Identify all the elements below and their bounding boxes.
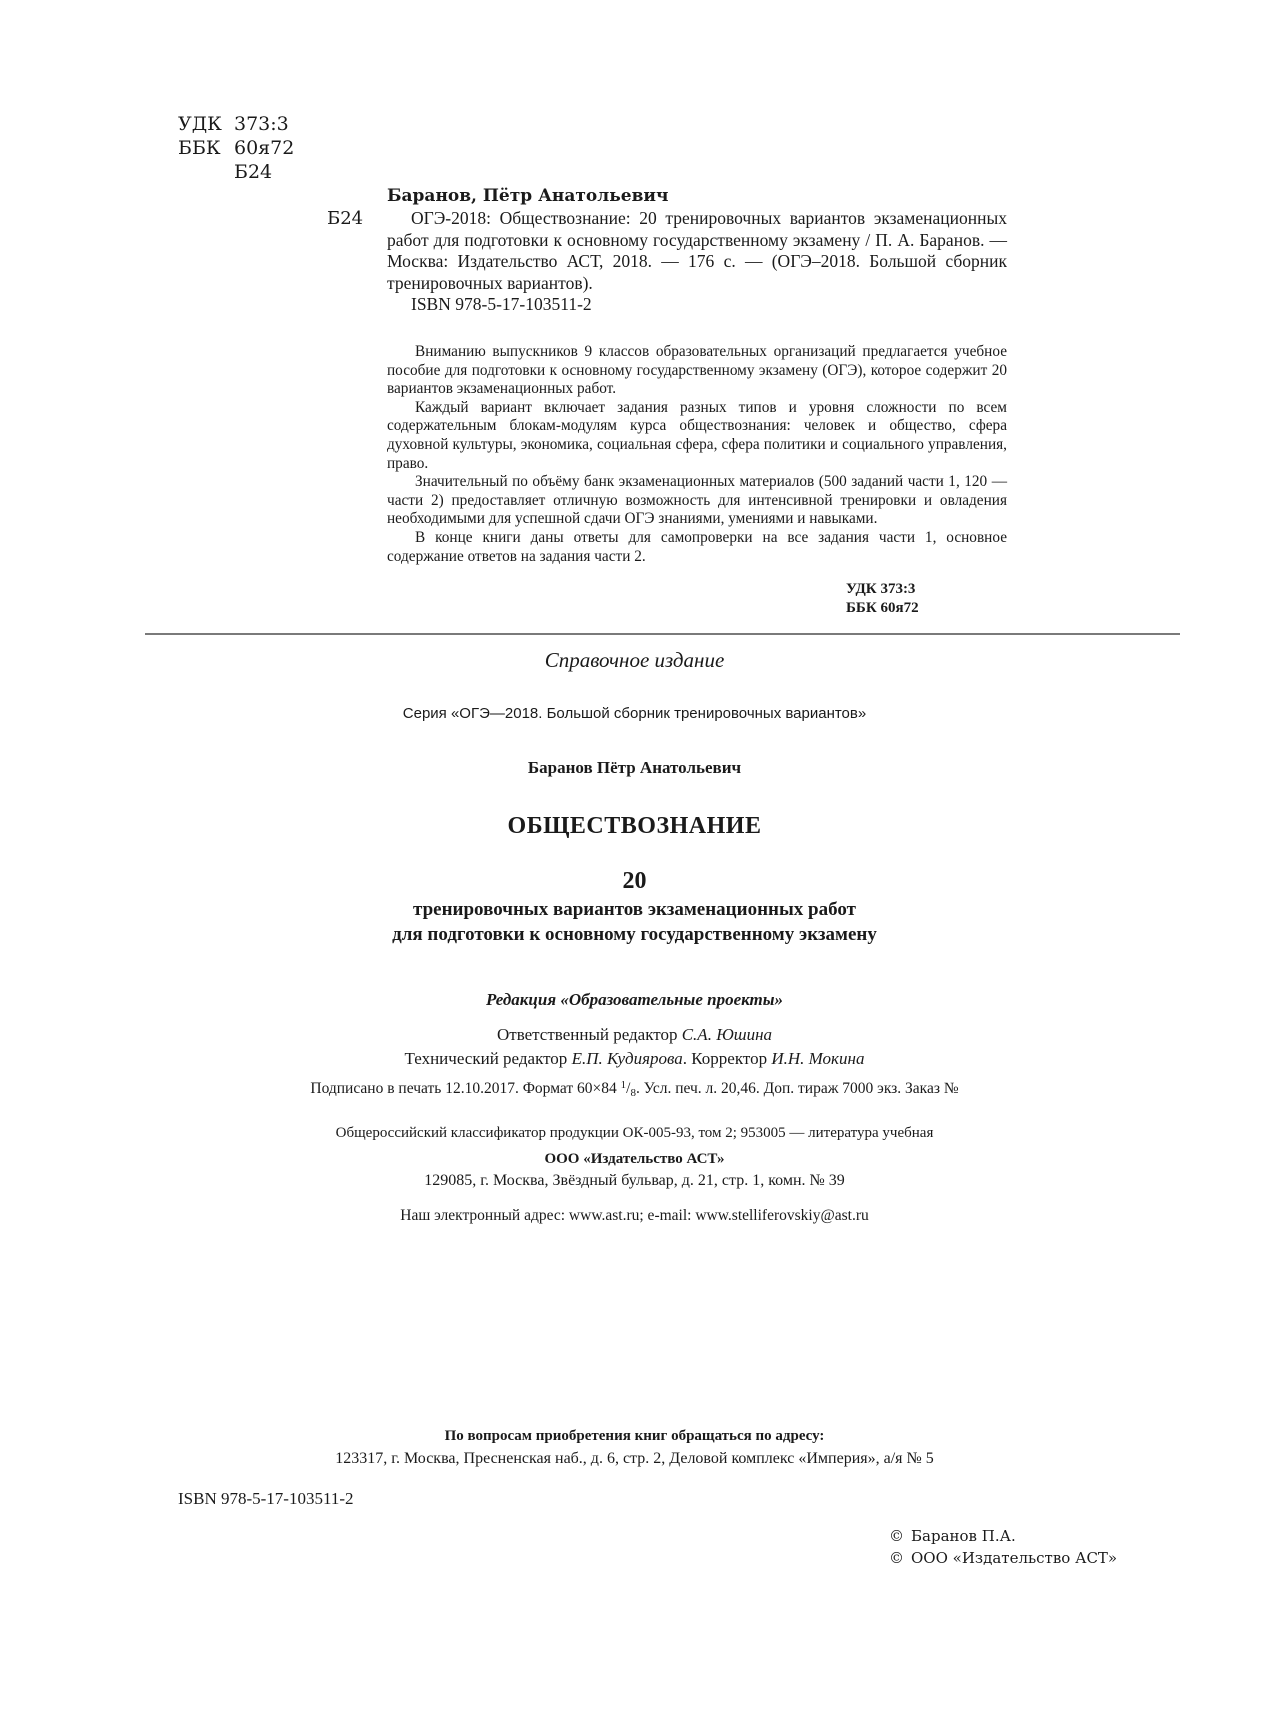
purchase-heading: По вопросам приобретения книг обращаться по адресу: xyxy=(444,1428,825,1444)
print-details: Подписано в печать 12.10.2017. Формат 60×84 $^1/_8$. Усл. печ. л. 20,46. Доп. тираж 7000 экз. Заказ № xyxy=(310,1079,959,1099)
section-divider xyxy=(145,633,1180,635)
variants-count: 20 xyxy=(622,868,647,894)
corrector-label: Корректор xyxy=(691,1049,768,1068)
editorial-office: Редакция «Образовательные проекты» xyxy=(485,990,784,1009)
bib-record xyxy=(387,208,1007,316)
annotation-codes xyxy=(846,580,919,618)
subtitle-line-1: тренировочных вариантов экзаменационных работ xyxy=(413,899,856,920)
udk-label: УДК xyxy=(178,113,222,135)
editors-block xyxy=(0,1023,1269,1071)
copyright-icon: © xyxy=(889,1549,904,1567)
udk-row xyxy=(178,112,294,136)
imprint-author: Баранов Пётр Анатольевич xyxy=(527,758,742,777)
udk-value: 373:3 xyxy=(234,113,289,135)
annotation-bbk: ББК 60я72 xyxy=(846,600,919,616)
purchase-address: 123317, г. Москва, Пресненская наб., д. 6, стр. 2, Деловой комплекс «Империя», а/я № 5 xyxy=(335,1450,934,1467)
chief-editor-label: Ответственный редактор xyxy=(496,1025,678,1044)
author-mark-row xyxy=(178,160,294,184)
isbn-bottom: ISBN 978-5-17-103511-2 xyxy=(178,1489,354,1508)
copyright-line xyxy=(889,1547,1117,1569)
copyright-line xyxy=(889,1525,1117,1547)
chief-editor-line xyxy=(0,1023,1269,1047)
bib-isbn: ISBN 978-5-17-103511-2 xyxy=(411,294,592,314)
print-signed: Подписано в печать 12.10.2017. Формат 60×84 xyxy=(310,1080,617,1097)
tech-editor-name: Е.П. Кудиярова xyxy=(571,1049,683,1068)
copyright-block xyxy=(889,1525,1117,1569)
annotation-paragraph: Вниманию выпускников 9 классов образовательных организаций предлагается учебное пособие для подготовки к основному государственному экзамену (ОГЭ), которое содержит 20 вариантов экзаменационных работ. xyxy=(387,343,1007,398)
bib-description: ОГЭ-2018: Обществознание: 20 тренировочных вариантов экзаменационных работ для подготовки к основному государственному экзамену / П. А. Баранов. — Москва: Издательство АСТ, 2018. — 176 с. — (ОГЭ–2018. Большой сборник тренировочных вариантов). xyxy=(387,208,1007,293)
bbk-label: ББК xyxy=(178,137,221,159)
print-rest: . Усл. печ. л. 20,46. Доп. тираж 7000 экз. Заказ № xyxy=(635,1080,959,1097)
annotation-paragraph: Значительный по объёму банк экзаменационных материалов (500 заданий части 1, 120 — части 2) предоставляет отличную возможность для интенсивной тренировки и овладения необходимыми для успешной сдачи ОГЭ знаниями, умениями и навыками. xyxy=(387,473,1007,528)
classification-codes xyxy=(178,112,294,184)
publisher-email: Наш электронный адрес: www.ast.ru; e-mail: www.stelliferovskiy@ast.ru xyxy=(400,1207,869,1224)
book-title: ОБЩЕСТВОЗНАНИЕ xyxy=(507,813,762,839)
tech-editor-label: Технический редактор xyxy=(404,1049,568,1068)
bbk-value: 60я72 xyxy=(234,137,295,159)
bib-author-heading: Баранов, Пётр Анатольевич xyxy=(387,186,669,206)
copyright-icon: © xyxy=(889,1527,904,1545)
author-mark: Б24 xyxy=(234,161,273,183)
annotation xyxy=(387,343,1007,566)
format-numerator: 1 xyxy=(620,1079,627,1091)
publisher-name: ООО «Издательство АСТ» xyxy=(544,1151,725,1167)
format-denominator: 8 xyxy=(630,1087,636,1099)
corrector-name: И.Н. Мокина xyxy=(771,1049,865,1068)
publisher-address: 129085, г. Москва, Звёздный бульвар, д. 21, стр. 1, комн. № 39 xyxy=(424,1172,845,1189)
bib-author-mark: Б24 xyxy=(327,208,364,229)
copyright-holder: Баранов П.А. xyxy=(911,1527,1016,1545)
chief-editor-name: С.А. Юшина xyxy=(681,1025,773,1044)
annotation-paragraph: В конце книги даны ответы для самопроверки на все задания части 1, основное содержание ответов на задания части 2. xyxy=(387,528,1007,565)
copyright-holder: ООО «Издательство АСТ» xyxy=(911,1549,1118,1567)
annotation-udk: УДК 373:3 xyxy=(846,581,916,597)
product-classifier: Общероссийский классификатор продукции ОК-005-93, том 2; 953005 — литература учебная xyxy=(335,1125,934,1141)
series-line: Серия «ОГЭ—2018. Большой сборник тренировочных вариантов» xyxy=(402,705,867,722)
subtitle-line-2: для подготовки к основному государственному экзамену xyxy=(392,924,877,945)
edition-type: Справочное издание xyxy=(544,648,725,672)
annotation-paragraph: Каждый вариант включает задания разных типов и уровня сложности по всем содержательным блокам-модулям курса обществознания: человек и общество, сфера духовной культуры, экономика, социальная сфера, сфера политики и социального управления, право. xyxy=(387,398,1007,472)
bbk-row xyxy=(178,136,294,160)
tech-editor-line: Технический редактор Е.П. Кудиярова. Корректор И.Н. Мокина xyxy=(404,1049,865,1068)
